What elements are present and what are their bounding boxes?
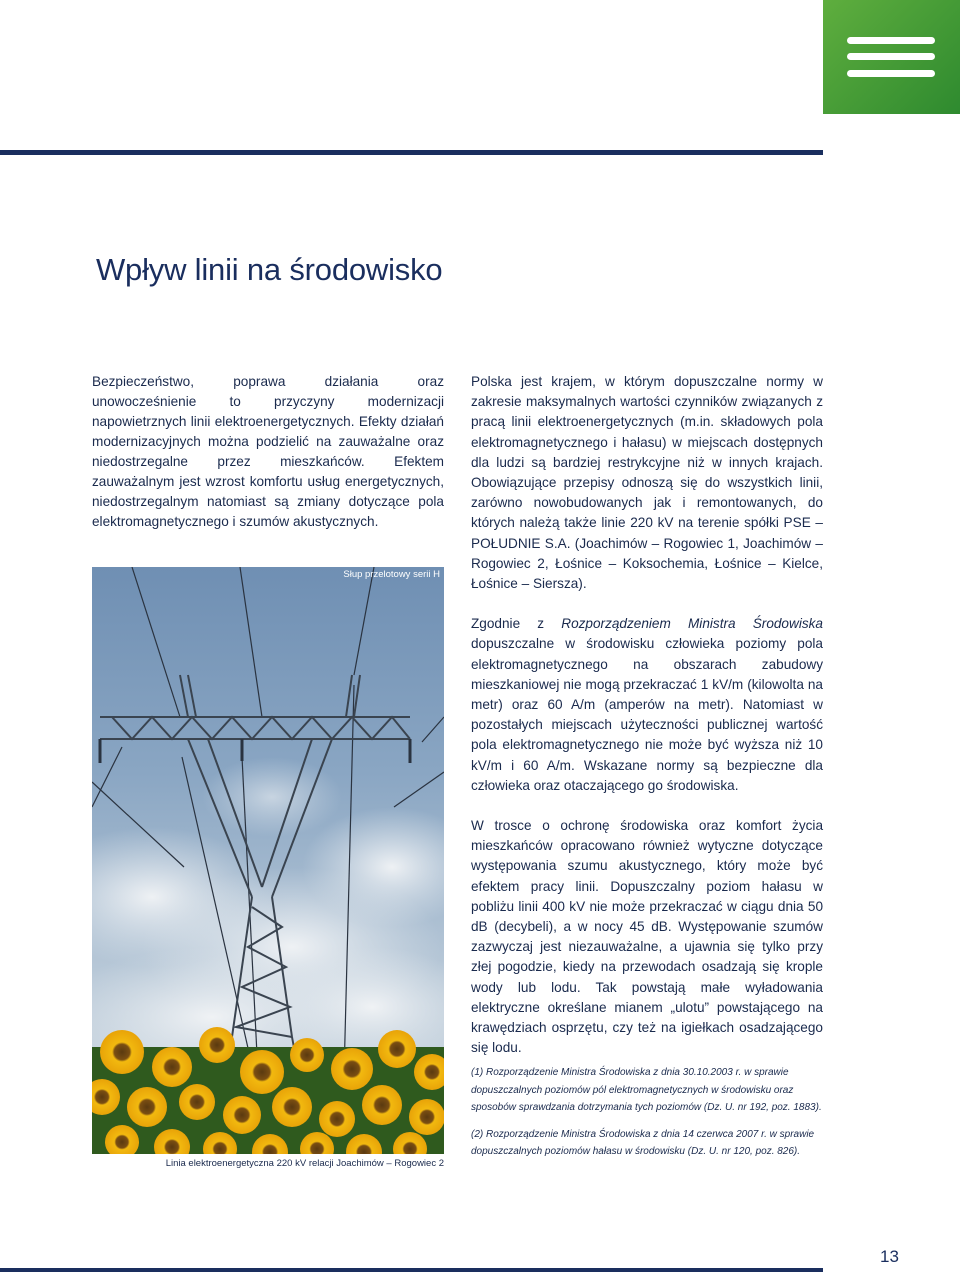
page-title: Wpływ linii na środowisko (96, 252, 443, 287)
top-divider (0, 150, 823, 155)
photo-caption-tower: Słup przelotowy serii H (343, 569, 440, 580)
regulation-text-before: Zgodnie z (471, 616, 562, 632)
regulation-text-after: dopuszczalne w środowisku człowieka poziomy pola elektromagnetycznego na obszarach zabudowy mieszkaniowej nie mogą przekraczać 1 kV/m (kilowolta na metr) oraz 60 A/m (amperów na metr). Natomiast w pozostałych miejscach użyteczności publicznej wartość pola elektromagnetycznego nie może być wyższa niż 10 kV/m i 60 A/m. Wskazane normy są bezpieczne dla człowieka oraz otaczającego go środowiska. (471, 636, 823, 793)
footnote-1: (1) Rozporządzenie Ministra Środowiska z dnia 30.10.2003 r. w sprawie dopuszczalnych poziomów pól elektromagnetycznych w środowisku oraz sposobów sprawdzania dotrzymania tych poziomów (Dz. U. nr 192, poz. 1883). (471, 1067, 822, 1113)
norms-paragraph: Polska jest krajem, w którym dopuszczalne normy w zakresie maksymalnych wartości czynników związanych z pracą linii elektroenergetycznych (m.in. składowych pola elektromagnetycznego i hałasu) w miejscach dostępnych dla ludzi są bardziej restrykcyjne niż w innych krajach. Obowiązujące przepisy odnoszą się do wszystkich linii, zarówno nowobudowanych jak i remontowanych, do których należą także linie 220 kV na terenie spółki PSE – POŁUDNIE S.A. (Joachimów – Rogowiec 1, Joachimów – Rogowiec 2, Łośnice – Koksochemia, Łośnice – Kielce, Łośnice – Siersza). (471, 374, 823, 592)
brand-stripe (847, 53, 935, 60)
brand-stripe (847, 70, 935, 77)
power-line-photo (92, 567, 444, 1154)
regulation-paragraph (471, 614, 823, 796)
photo-caption-line: Linia elektroenergetyczna 220 kV relacji Joachimów – Rogowiec 2 (165, 1158, 444, 1169)
page-number: 13 (880, 1247, 899, 1266)
bottom-divider (0, 1268, 823, 1272)
intro-paragraph: Bezpieczeństwo, poprawa działania oraz unowocześnienie to przyczyny modernizacji napowietrznych linii elektroenergetycznych. Efekty działań modernizacyjnych można podzielić na zauważalne oraz niedostrzegalne przez mieszkańców. Efektem zauważalnym jest wzrost komfortu usług energetycznych, niedostrzegalnym natomiast są zmiany dotyczące pola elektromagnetycznego i szumów akustycznych. (92, 374, 444, 529)
footnote-2: (2) Rozporządzenie Ministra Środowiska z dnia 14 czerwca 2007 r. w sprawie dopuszczalnych poziomów hałasu w środowisku (Dz. U. nr 120, poz. 826). (471, 1128, 815, 1157)
brand-stripe (847, 37, 935, 44)
corner-brand-block (823, 0, 960, 114)
footnotes (471, 1064, 826, 1170)
noise-paragraph: W trosce o ochronę środowiska oraz komfort życia mieszkańców opracowano również wytyczne dotyczące występowania szumu akustycznego, który może być efektem pracy linii. Dopuszczalny poziom hałasu w pobliżu linii 400 kV nie może przekraczać w ciągu dnia 50 dB (decybeli), a w nocy 45 dB. Występowanie szumów zazwyczaj jest niezauważalne, a ujawnia się tylko przy złej pogodzie, kiedy na przewodach osadzają się krople wody lub lodu. Tak powstają małe wyładowania elektryczne określane mianem „ulotu” powstającego na krawędziach osprzętu, czy też na igiełkach osadzającego się lodu. (471, 818, 823, 1056)
regulation-name: Rozporządzeniem Ministra Środowiska (561, 616, 823, 632)
right-column (471, 372, 823, 1079)
